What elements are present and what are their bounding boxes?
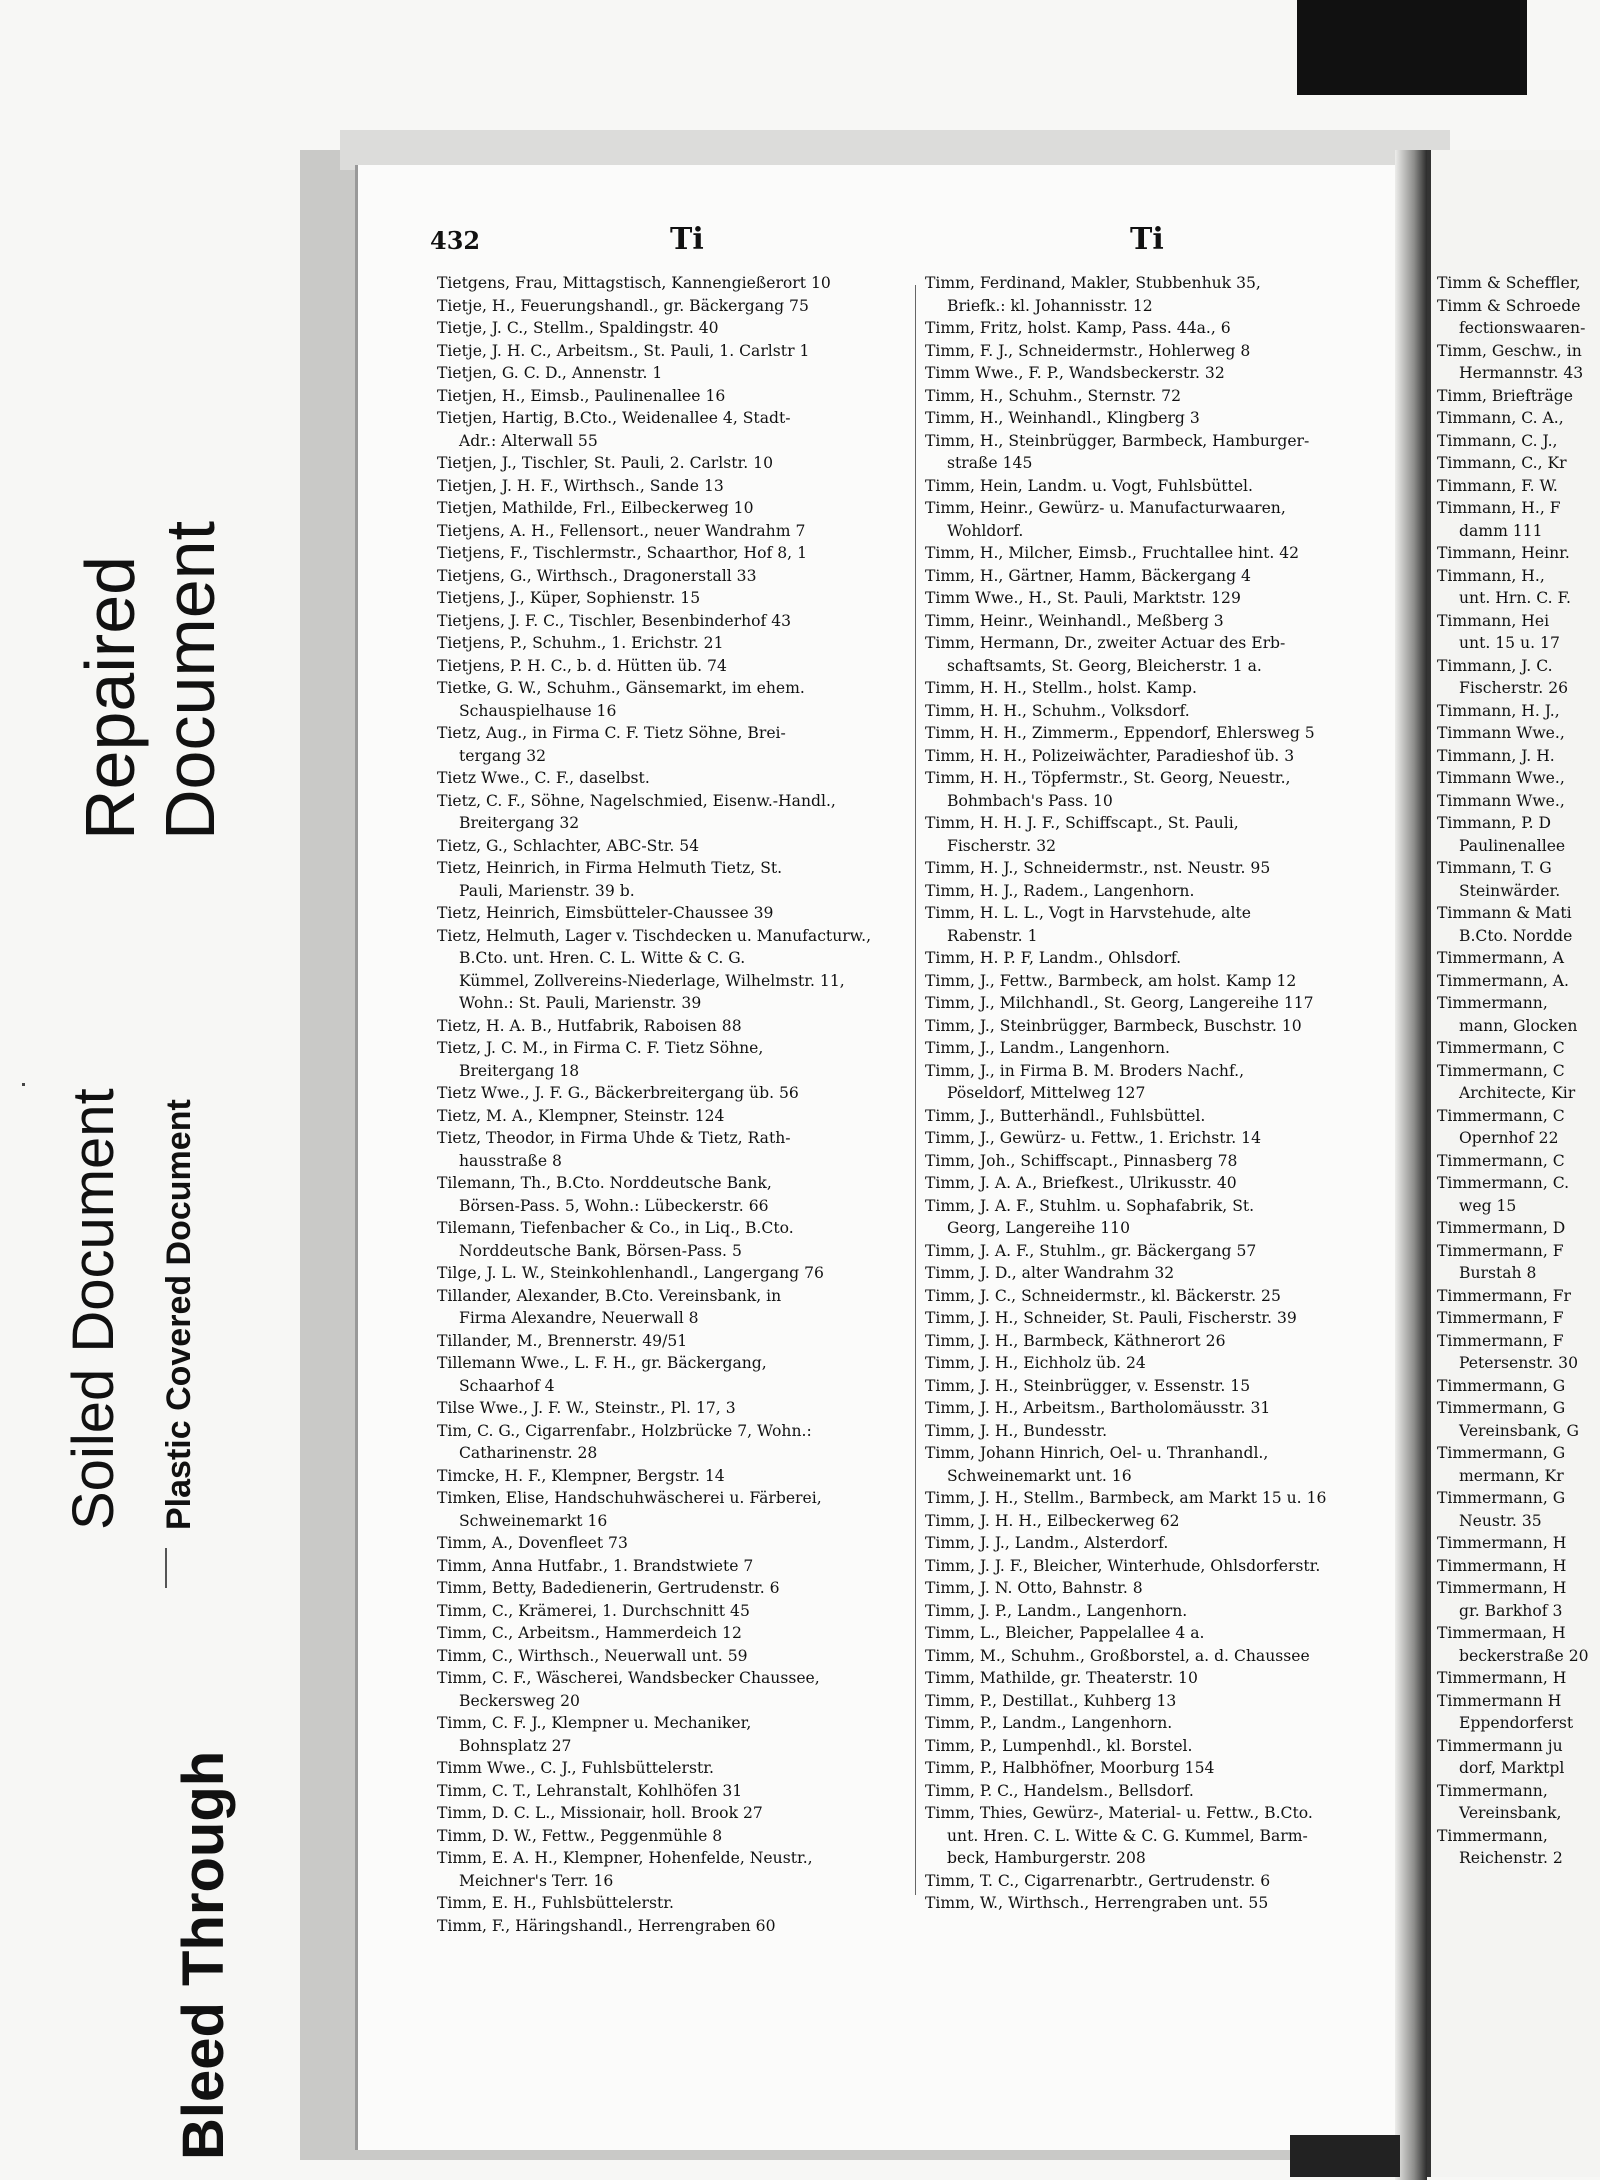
directory-entry: Tietz, Helmuth, Lager v. Tischdecken u. Manufacturw., [437,926,872,945]
directory-entry: Timm Wwe., H., St. Pauli, Marktstr. 129 [925,589,1241,607]
directory-entry-continuation: Eppendorferst [1459,1714,1574,1732]
page-number: 432 [430,226,481,255]
directory-entry-continuation: hausstraße 8 [459,1151,562,1170]
directory-entry-continuation: Fischerstr. 26 [1459,679,1569,697]
directory-entry-continuation: dorf, Marktpl [1459,1759,1565,1777]
directory-entry-continuation: unt. Hren. C. L. Witte & C. G. Kummel, Barm- [947,1826,1308,1845]
directory-entry: Timmann, C., Kr [1437,454,1567,472]
directory-entry: Timm, J., Milchhandl., St. Georg, Langereihe 117 [925,994,1314,1012]
directory-entry-continuation: Fischerstr. 32 [947,836,1057,855]
directory-entry-continuation: Vereinsbank, [1459,1804,1562,1822]
directory-entry: Timm, P., Halbhöfner, Moorburg 154 [925,1759,1215,1777]
right-running-head: Ti [1130,222,1164,257]
directory-entry: Timmermann, [1437,1826,1548,1845]
scan-speck [22,1083,25,1086]
directory-entry-continuation: Pauli, Marienstr. 39 b. [459,881,635,900]
directory-entry: Timm, D. C. L., Missionair, holl. Brook 27 [437,1804,763,1822]
directory-entry: Timm, Ferdinand, Makler, Stubbenhuk 35, [925,274,1261,292]
directory-entry: Tillander, Alexander, B.Cto. Vereinsbank, in [437,1286,782,1305]
directory-entry-continuation: mann, Glocken [1459,1016,1578,1035]
directory-entry: Timm, J. H., Barmbeck, Käthnerort 26 [925,1331,1226,1350]
directory-entry: Tillander, M., Brennerstr. 49/51 [437,1331,688,1350]
directory-entry: Timmermann, G [1437,1376,1566,1395]
directory-entry: Timcke, H. F., Klempner, Bergstr. 14 [437,1466,725,1485]
directory-entry: Tietz Wwe., C. F., daselbst. [437,769,650,787]
directory-entry: Timm & Scheffler, [1437,274,1581,292]
directory-entry: Tietjens, P. H. C., b. d. Hütten üb. 74 [437,656,727,675]
directory-entry: Tilse Wwe., J. F. W., Steinstr., Pl. 17, 3 [437,1399,736,1417]
directory-entry-continuation: Schweinemarkt 16 [459,1511,608,1530]
directory-entry: Tietz, C. F., Söhne, Nagelschmied, Eisenw.-Handl., [437,791,836,810]
directory-entry: Timm, A., Dovenfleet 73 [437,1534,628,1552]
directory-entry: Timm, C. F. J., Klempner u. Mechaniker, [437,1714,752,1732]
directory-entry: Timmann, T. G [1437,859,1552,877]
directory-entry: Timm, H., Schuhm., Sternstr. 72 [925,386,1181,405]
directory-entry: Timmermann, H [1437,1669,1567,1687]
directory-entry: Tietz, Heinrich, Eimsbütteler-Chaussee 39 [437,904,774,922]
directory-entry: Timmann, F. W. [1437,476,1558,495]
directory-entry-continuation: Wohldorf. [947,521,1024,540]
directory-entry-continuation: Neustr. 35 [1459,1511,1542,1530]
directory-entry: Tietz, Heinrich, in Firma Helmuth Tietz, St. [437,859,783,877]
directory-entry-continuation: Breitergang 32 [459,814,580,832]
directory-entry: Timmermann, A [1437,949,1564,967]
directory-entry: Timm, P., Lumpenhdl., kl. Borstel. [925,1736,1193,1755]
directory-entry: Tietjen, Hartig, B.Cto., Weidenallee 4, Stadt- [437,409,791,427]
directory-entry: Timm, Thies, Gewürz-, Material- u. Fettw., B.Cto. [925,1804,1313,1822]
directory-entry: Timm, H. L. L., Vogt in Harvstehude, alte [925,904,1251,922]
directory-entry: Tietje, J. C., Stellm., Spaldingstr. 40 [437,319,719,337]
directory-entry: Tietjen, H., Eimsb., Paulinenallee 16 [437,386,726,405]
directory-entry: Timm, J. H., Steinbrügger, v. Essenstr. 15 [925,1376,1251,1395]
directory-entry-continuation: Schauspielhause 16 [459,701,617,720]
directory-entry: Timmann, Heinr. [1437,544,1570,562]
directory-entry-continuation: B.Cto. unt. Hren. C. L. Witte & C. G. [459,949,746,967]
directory-entry-continuation: Adr.: Alterwall 55 [459,431,598,450]
directory-entry: Timmann, J. H. [1437,746,1555,765]
directory-entry: Timm, Heinr., Gewürz- u. Manufacturwaaren, [925,499,1286,517]
directory-entry: Tietjens, G., Wirthsch., Dragonerstall 33 [437,566,757,585]
directory-entry: Timm & Schroede [1437,296,1581,315]
directory-entry-continuation: Firma Alexandre, Neuerwall 8 [459,1309,699,1327]
directory-entry: Timmann, H. J., [1437,701,1560,720]
directory-entry-continuation: Bohnsplatz 27 [459,1736,572,1755]
directory-entry: Tietjens, J., Küper, Sophienstr. 15 [437,589,701,607]
directory-entry: Tietjens, P., Schuhm., 1. Erichstr. 21 [437,634,724,652]
directory-entry: Timmann, C. A., [1437,409,1564,427]
directory-entry: Timmann, H., F [1437,499,1561,517]
directory-entry: Timm, C. F., Wäscherei, Wandsbecker Chaussee, [437,1669,820,1687]
directory-entry: Timmermann, Fr [1437,1286,1572,1305]
directory-entry: Timmermann, C [1437,1106,1565,1125]
directory-entry: Timm Wwe., C. J., Fuhlsbüttelerstr. [437,1759,714,1777]
directory-entry: Timmermann, A. [1437,971,1569,990]
right-directory-column [925,272,1395,1915]
book-gutter [1395,150,1427,2180]
page-top-edge [340,130,1450,170]
soiled-document-label: Soiled Document [61,1088,126,1530]
directory-entry: Timmann, C. J., [1437,431,1558,450]
directory-entry: Timm, E. H., Fuhlsbüttelerstr. [437,1894,674,1912]
directory-entry: Timm, H., Steinbrügger, Barmbeck, Hamburger- [925,431,1310,450]
directory-entry-continuation: Briefk.: kl. Johannisstr. 12 [947,296,1153,315]
directory-entry: Timmermann, [1437,994,1548,1012]
directory-entry: Timmermann, F [1437,1241,1564,1260]
directory-entry: Timm, Heinr., Weinhandl., Meßberg 3 [925,611,1224,630]
directory-entry: Timm, Johann Hinrich, Oel- u. Thranhandl., [925,1444,1269,1462]
directory-entry: Tietgens, Frau, Mittagstisch, Kannengießerort 10 [437,274,831,292]
directory-entry: Timmann & Mati [1437,904,1572,922]
directory-entry: Timm, J. H., Arbeitsm., Bartholomäusstr. 31 [925,1399,1271,1417]
directory-entry-continuation: Georg, Langereihe 110 [947,1219,1130,1237]
directory-entry: Timm, C., Krämerei, 1. Durchschnitt 45 [437,1601,750,1620]
directory-entry-continuation: weg 15 [1459,1196,1517,1215]
directory-entry: Timmann Wwe., [1437,791,1565,810]
directory-entry: Tietz Wwe., J. F. G., Bäckerbreitergang üb. 56 [437,1084,799,1102]
directory-entry: Timmann Wwe., [1437,724,1565,742]
directory-entry: Tietz, G., Schlachter, ABC-Str. 54 [437,836,700,855]
directory-entry: Timm, Briefträge [1437,386,1574,405]
left-running-head: Ti [670,222,704,257]
directory-entry: Tietjens, A. H., Fellensort., neuer Wandrahm 7 [437,521,806,540]
directory-entry-continuation: Norddeutsche Bank, Börsen-Pass. 5 [459,1241,742,1260]
directory-entry: Timmann, P. D [1437,814,1552,832]
directory-entry: Timm, H. H., Stellm., holst. Kamp. [925,679,1197,697]
directory-entry: Timm Wwe., F. P., Wandsbeckerstr. 32 [925,364,1225,382]
directory-entry: Timm, J. H. H., Eilbeckerweg 62 [925,1511,1180,1530]
directory-entry: Tietje, H., Feuerungshandl., gr. Bäckergang 75 [437,296,809,315]
repaired-label: Repaired [71,555,149,840]
directory-entry: Tietz, Theodor, in Firma Uhde & Tietz, Rath- [437,1129,791,1147]
directory-entry: Tietjen, G. C. D., Annenstr. 1 [437,364,663,382]
directory-entry: Timm, J. H., Eichholz üb. 24 [925,1354,1146,1372]
directory-entry: Timm, P., Landm., Langenhorn. [925,1714,1173,1732]
directory-entry: Timm, J. H., Bundesstr. [925,1421,1108,1440]
directory-entry: Tilge, J. L. W., Steinkohlenhandl., Langergang 76 [437,1264,824,1282]
directory-entry: Timm, H., Weinhandl., Klingberg 3 [925,409,1200,427]
directory-entry: Timm, H., Gärtner, Hamm, Bäckergang 4 [925,566,1251,585]
directory-entry: Timm, E. A. H., Klempner, Hohenfelde, Neustr., [437,1849,813,1867]
directory-entry-continuation: schaftsamts, St. Georg, Bleicherstr. 1 a. [947,656,1262,675]
directory-entry: Timmermann, C [1437,1061,1565,1080]
directory-entry-continuation: Burstah 8 [1459,1264,1537,1282]
directory-entry: Tillemann Wwe., L. F. H., gr. Bäckergang, [437,1354,767,1372]
directory-entry-continuation: Beckersweg 20 [459,1691,580,1710]
directory-entry: Tietjens, F., Tischlermstr., Schaarthor, Hof 8, 1 [437,544,807,562]
directory-entry: Timmermann, D [1437,1219,1566,1237]
directory-entry-continuation: Petersenstr. 30 [1459,1354,1579,1372]
directory-entry: Timm, J. A. F., Stuhlm. u. Sophafabrik, St. [925,1196,1255,1215]
directory-entry-continuation: Breitergang 18 [459,1061,580,1080]
directory-entry-continuation: Meichner's Terr. 16 [459,1871,614,1890]
scan-border-bottom [1290,2135,1400,2177]
repaired-document-label: Document [151,520,229,840]
directory-entry-continuation: Bohmbach's Pass. 10 [947,791,1113,810]
directory-entry: Tietz, Aug., in Firma C. F. Tietz Söhne, Brei- [437,724,786,742]
directory-entry-continuation: Hermannstr. 43 [1459,364,1584,382]
directory-entry: Tietjen, J., Tischler, St. Pauli, 2. Carlstr. 10 [437,454,774,472]
directory-entry: Timmermann, F [1437,1331,1564,1350]
directory-entry: Timm, F. J., Schneidermstr., Hohlerweg 8 [925,341,1251,360]
directory-entry-continuation: Vereinsbank, G [1459,1421,1579,1440]
directory-entry-continuation: unt. 15 u. 17 [1459,634,1560,652]
directory-entry: Timmermann H [1437,1691,1562,1710]
directory-entry-continuation: Schaarhof 4 [459,1376,555,1395]
directory-entry: Timm, J. P., Landm., Langenhorn. [925,1601,1188,1620]
directory-entry: Timm, H. J., Radem., Langenhorn. [925,881,1195,900]
directory-entry: Timmermann, H [1437,1534,1567,1552]
directory-entry: Timmermann, H [1437,1579,1567,1597]
directory-entry: Timm, J., Landm., Langenhorn. [925,1039,1170,1057]
directory-entry: Timm, W., Wirthsch., Herrengraben unt. 55 [925,1894,1269,1912]
directory-entry: Timm, J. C., Schneidermstr., kl. Bäckerstr. 25 [925,1286,1281,1305]
page-header [430,222,1385,266]
directory-entry: Timm, Fritz, holst. Kamp, Pass. 44a., 6 [925,319,1231,337]
directory-entry: Timmermann, G [1437,1444,1566,1462]
directory-entry: Timmann Wwe., [1437,769,1565,787]
directory-entry: Timm, C. T., Lehranstalt, Kohlhöfen 31 [437,1781,743,1800]
directory-entry-continuation: Steinwärder. [1459,881,1561,900]
directory-entry: Tim, C. G., Cigarrenfabr., Holzbrücke 7, Wohn.: [437,1421,812,1440]
directory-entry: Tietz, M. A., Klempner, Steinstr. 124 [437,1106,725,1125]
directory-entry: Timm, J. A. F., Stuhlm., gr. Bäckergang 57 [925,1241,1257,1260]
directory-entry: Timm, F., Häringshandl., Herrengraben 60 [437,1916,776,1935]
directory-entry-continuation: tergang 32 [459,746,547,765]
directory-entry: Timmermann, G [1437,1399,1566,1417]
directory-entry: Timm, C., Arbeitsm., Hammerdeich 12 [437,1624,742,1642]
directory-entry: Timm, J., Butterhändl., Fuhlsbüttel. [925,1106,1206,1125]
directory-entry-continuation: beck, Hamburgerstr. 208 [947,1849,1146,1867]
directory-entry: Timm, J., Gewürz- u. Fettw., 1. Erichstr. 14 [925,1129,1262,1147]
directory-entry-continuation: Paulinenallee [1459,836,1566,855]
directory-entry: Timm, Hermann, Dr., zweiter Actuar des Erb- [925,634,1286,652]
directory-entry: Timmermann, C [1437,1039,1565,1057]
directory-entry: Timm, D. W., Fettw., Peggenmühle 8 [437,1826,723,1845]
directory-entry: Timmann, Hei [1437,611,1550,630]
directory-entry: Timmermann, C. [1437,1174,1570,1192]
directory-entry-continuation: Pöseldorf, Mittelweg 127 [947,1084,1146,1102]
directory-entry: Timm, J. J. F., Bleicher, Winterhude, Ohlsdorferstr. [925,1556,1321,1575]
directory-entry: Tietjens, J. F. C., Tischler, Besenbinderhof 43 [437,611,792,630]
scan-border-top [1297,0,1527,95]
directory-entry: Timm, L., Bleicher, Pappelallee 4 a. [925,1624,1205,1642]
directory-entry: Tietjen, J. H. F., Wirthsch., Sande 13 [437,476,724,495]
directory-entry: Timm, J., Fettw., Barmbeck, am holst. Kamp 12 [925,971,1297,990]
directory-entry: Timm, C., Wirthsch., Neuerwall unt. 59 [437,1646,748,1665]
directory-entry-continuation: damm 111 [1459,521,1543,540]
directory-entry: Timmermann, G [1437,1489,1566,1507]
directory-entry: Timken, Elise, Handschuhwäscherei u. Färberei, [437,1489,822,1507]
directory-entry: Tietjen, Mathilde, Frl., Eilbeckerweg 10 [437,499,754,517]
directory-entry: Timmann, J. C. [1437,656,1553,675]
directory-entry: Timm, J. J., Landm., Alsterdorf. [925,1534,1169,1552]
directory-entry: Timm, H. H., Polizeiwächter, Paradieshof üb. 3 [925,746,1295,765]
directory-entry-continuation: Reichenstr. 2 [1459,1849,1563,1867]
directory-entry-continuation: Schweinemarkt unt. 16 [947,1466,1132,1485]
left-directory-column [437,272,915,1937]
directory-entry: Timm, P., Destillat., Kuhberg 13 [925,1691,1177,1710]
directory-entry: Timm, M., Schuhm., Großborstel, a. d. Chaussee [925,1646,1310,1665]
directory-entry: Tietje, J. H. C., Arbeitsm., St. Pauli, 1. Carlstr 1 [437,341,810,360]
directory-entry: Timm, H. H., Zimmerm., Eppendorf, Ehlersweg 5 [925,724,1315,742]
directory-entry-continuation: beckerstraße 20 [1459,1646,1589,1665]
directory-entry: Tilemann, Th., B.Cto. Norddeutsche Bank, [437,1174,772,1192]
directory-entry: Timmermann, F [1437,1309,1564,1327]
directory-entry-continuation: Wohn.: St. Pauli, Marienstr. 39 [459,994,702,1012]
directory-entry: Timm, Anna Hutfabr., 1. Brandstwiete 7 [437,1556,754,1575]
directory-entry: Timm, J., in Firma B. M. Broders Nachf., [925,1061,1245,1080]
directory-entry: Timm, Hein, Landm. u. Vogt, Fuhlsbüttel. [925,476,1253,495]
directory-entry: Timm, J. D., alter Wandrahm 32 [925,1264,1175,1282]
directory-entry: Timm, H. P. F, Landm., Ohlsdorf. [925,949,1182,967]
directory-entry-continuation: Architecte, Kir [1459,1084,1576,1102]
directory-entry: Timm, J. A. A., Briefkest., Ulrikusstr. 40 [925,1174,1237,1192]
directory-entry: Timm, H. H., Töpfermstr., St. Georg, Neuestr., [925,769,1291,787]
directory-entry: Tietz, J. C. M., in Firma C. F. Tietz Söhne, [437,1039,764,1057]
directory-entry: Timmermann ju [1437,1736,1563,1755]
directory-entry: Timmermann, C [1437,1151,1565,1170]
directory-entry: Timm, H., Milcher, Eimsb., Fruchtallee hint. 42 [925,544,1300,562]
directory-entry: Timm, J. N. Otto, Bahnstr. 8 [925,1579,1143,1597]
directory-entry-continuation: Rabenstr. 1 [947,926,1038,945]
directory-entry-continuation: fectionswaaren- [1459,319,1586,337]
directory-entry-continuation: Börsen-Pass. 5, Wohn.: Lübeckerstr. 66 [459,1196,769,1215]
directory-entry: Timmermann, H [1437,1556,1567,1575]
directory-entry: Timm, J. H., Stellm., Barmbeck, am Markt 15 u. 16 [925,1489,1327,1507]
directory-entry: Timm, Betty, Badedienerin, Gertrudenstr. 6 [437,1579,780,1597]
directory-entry: Timm, H. J., Schneidermstr., nst. Neustr. 95 [925,859,1271,877]
directory-entry-continuation: unt. Hrn. C. F. [1459,589,1571,607]
directory-entry: Timm, Joh., Schiffscapt., Pinnasberg 78 [925,1151,1238,1170]
directory-entry-continuation: mermann, Kr [1459,1466,1564,1485]
directory-entry: Timmermaan, H [1437,1624,1566,1642]
directory-entry: Timm, H. H., Schuhm., Volksdorf. [925,701,1190,720]
directory-entry-continuation: Kümmel, Zollvereins-Niederlage, Wilhelmstr. 11, [459,971,845,990]
directory-entry: Timm, J., Steinbrügger, Barmbeck, Buschstr. 10 [925,1016,1302,1035]
directory-entry: Timm, Geschw., in [1437,341,1582,360]
directory-entry: Timm, T. C., Cigarrenarbtr., Gertrudenstr. 6 [925,1871,1271,1890]
directory-entry: Tilemann, Tiefenbacher & Co., in Liq., B.Cto. [437,1219,794,1237]
directory-entry-continuation: gr. Barkhof 3 [1459,1601,1563,1620]
label-separator [165,1548,167,1588]
directory-entry-continuation: Catharinenstr. 28 [459,1444,598,1462]
plastic-covered-label: Plastic Covered Document [160,1099,198,1530]
directory-entry: Timm, P. C., Handelsm., Bellsdorf. [925,1781,1194,1800]
directory-entry: Timm, H. H. J. F., Schiffscapt., St. Pauli, [925,814,1239,832]
directory-entry: Timm, Mathilde, gr. Theaterstr. 10 [925,1669,1198,1687]
margin-labels [0,0,270,2177]
directory-entry: Timmann, H., [1437,566,1545,585]
directory-entry: Timmermann, [1437,1781,1548,1800]
directory-entry: Timm, J. H., Schneider, St. Pauli, Fischerstr. 39 [925,1309,1297,1327]
bleed-through-label: Bleed Through [171,1750,236,2160]
directory-entry-continuation: B.Cto. Nordde [1459,926,1573,945]
directory-entry-continuation: Opernhof 22 [1459,1129,1559,1147]
facing-page-column [1437,272,1600,1870]
directory-entry-continuation: straße 145 [947,454,1033,472]
directory-entry: Tietz, H. A. B., Hutfabrik, Raboisen 88 [437,1016,742,1035]
column-divider [915,285,916,1895]
directory-entry: Tietke, G. W., Schuhm., Gänsemarkt, im ehem. [437,679,805,697]
